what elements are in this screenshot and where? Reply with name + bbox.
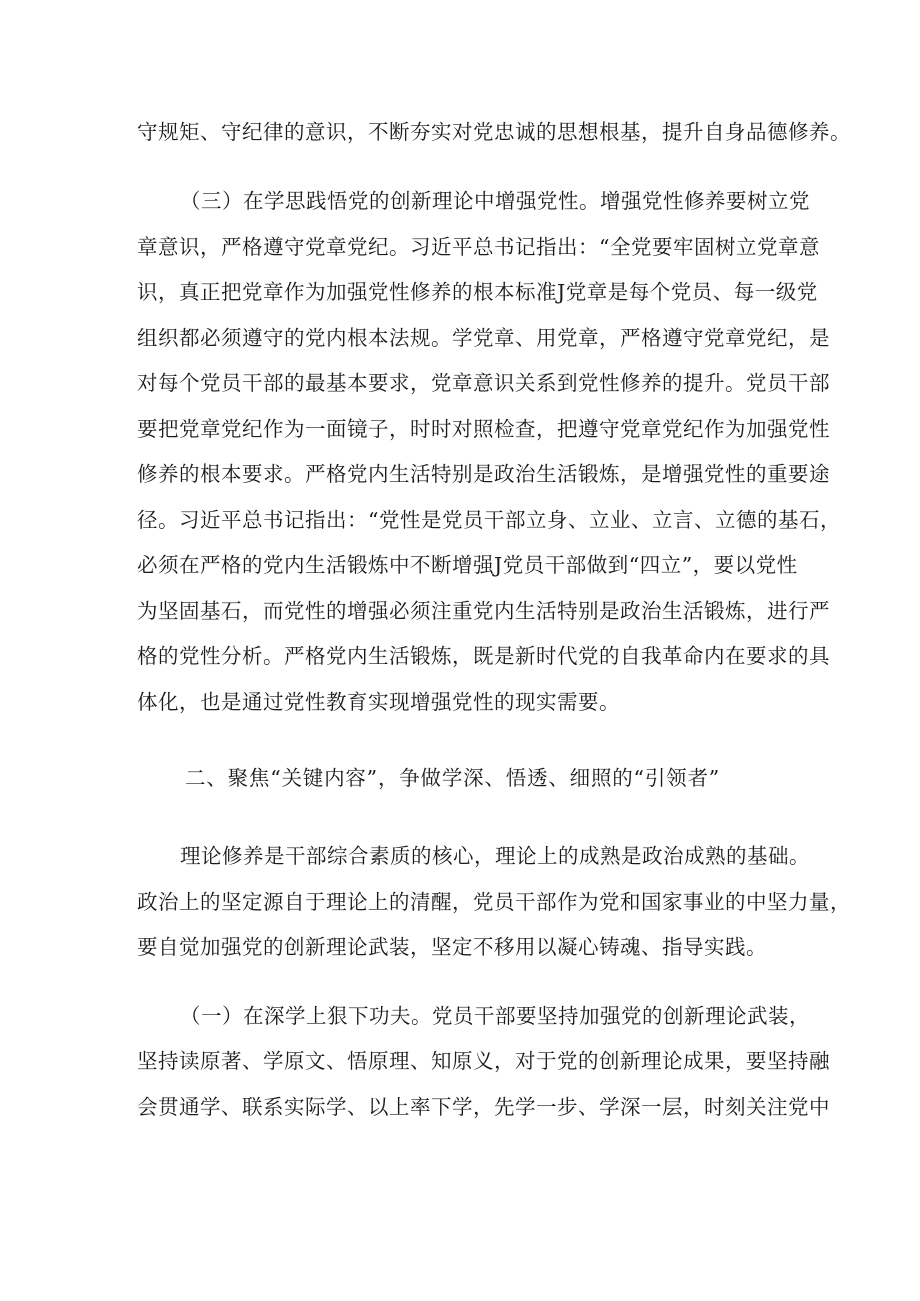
text-line: 会贯通学、联系实际学、以上率下学，先学一步、学深一层，时刻关注党中 [137,1095,830,1119]
text-line: 必须在严格的党内生活锻炼中不断增强J党员干部做到“四立”，要以党性 [137,553,798,577]
text-line: 修养的根本要求。严格党内生活特别是政治生活锻炼，是增强党性的重要途 [137,462,830,486]
text-line: 为坚固基石，而党性的增强必须注重党内生活特别是政治生活锻炼，进行严 [137,599,830,623]
text-line: （三）在学思践悟党的创新理论中增强党性。增强党性修养要树立党 [180,189,810,213]
text-line: 要自觉加强党的创新理论武装，坚定不移用以凝心铸魂、指导实践。 [137,935,767,959]
text-line: 径。习近平总书记指出：“党性是党员干部立身、立业、立言、立德的基石， [137,508,841,532]
text-line: 守规矩、守纪律的意识，不断夯实对党忠诚的思想根基，提升自身品德修养。 [137,120,851,144]
text-line: 格的党性分析。严格党内生活锻炼，既是新时代党的自我革命内在要求的具 [137,644,830,668]
text-line: 坚持读原著、学原文、悟原理、知原义，对于党的创新理论成果，要坚持融 [137,1049,830,1073]
section-heading: 二、聚焦“关键内容”，争做学深、悟透、细照的“引领者” [185,766,721,790]
text-line: 识，真正把党章作为加强党性修养的根本标准J党章是每个党员、每一级党 [137,280,818,304]
text-line: 要把党章党纪作为一面镜子，时时对照检查，把遵守党章党纪作为加强党性 [137,417,830,441]
text-line: 体化，也是通过党性教育实现增强党性的现实需要。 [137,690,620,714]
text-line: 理论修养是干部综合素质的核心，理论上的成熟是政治成熟的基础。 [180,844,810,868]
text-line: 组织都必须遵守的党内根本法规。学党章、用党章，严格遵守党章党纪，是 [137,326,830,350]
text-line: （一）在深学上狠下功夫。党员干部要坚持加强党的创新理论武装， [180,1004,810,1028]
text-line: 对每个党员干部的最基本要求，党章意识关系到党性修养的提升。党员干部 [137,371,830,395]
text-line: 政治上的坚定源自于理论上的清醒，党员干部作为党和国家事业的中坚力量， [137,890,851,914]
text-line: 章意识，严格遵守党章党纪。习近平总书记指出：“全党要牢固树立党章意 [137,235,820,259]
